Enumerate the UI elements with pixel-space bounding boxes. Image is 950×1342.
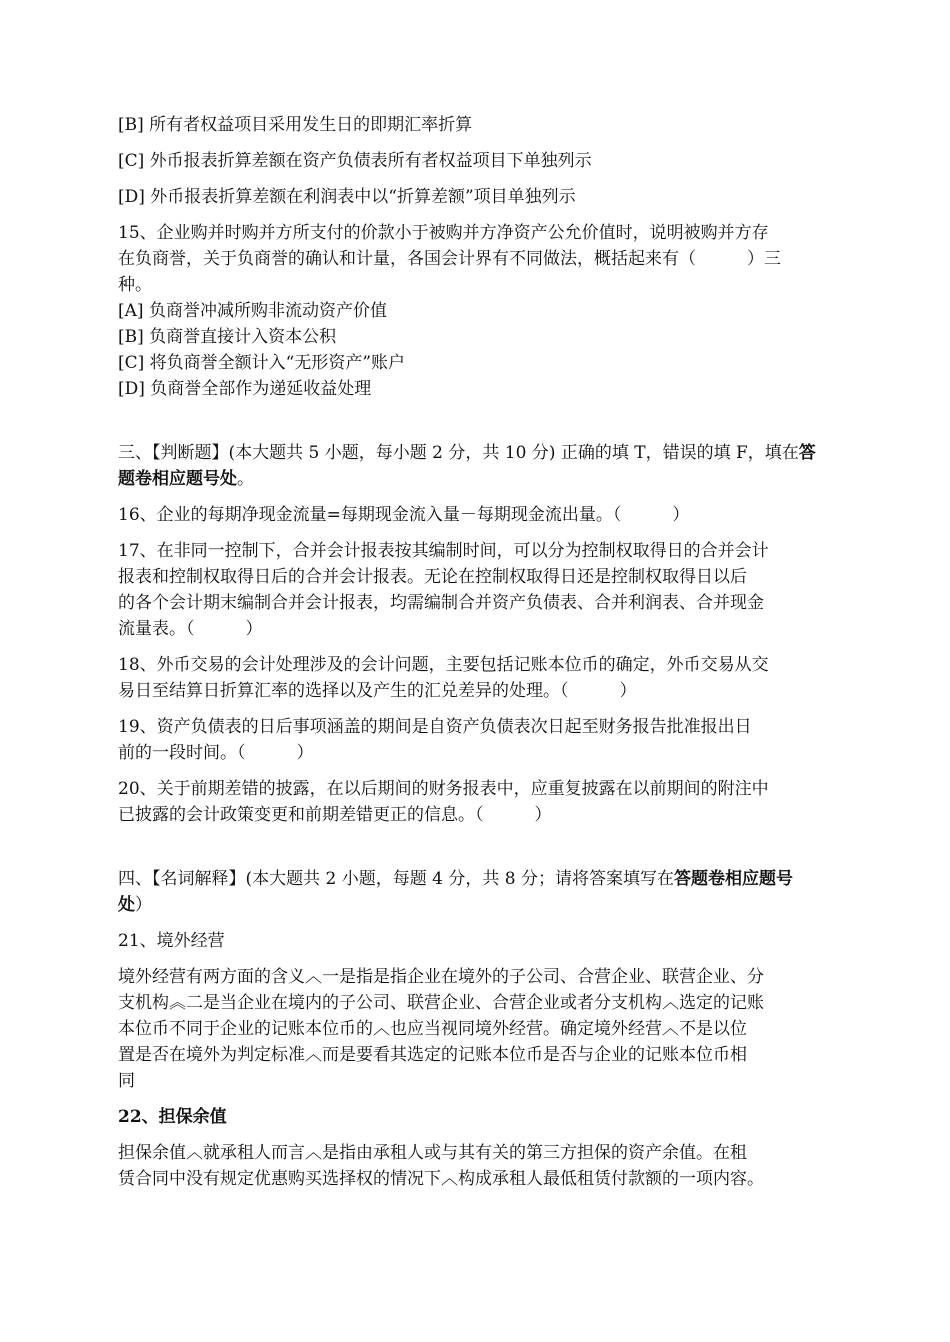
q20-line-2: 已披露的会计政策变更和前期差错更正的信息。（ ） <box>118 805 552 825</box>
section3-heading-line2-bold: 题卷相应题号处 <box>118 469 237 489</box>
section4-heading-line-1 <box>118 866 840 892</box>
q21-answer-line-5: 同 <box>118 1071 135 1091</box>
section3-heading-line-1 <box>118 440 840 466</box>
q15-option-a: [A] 负商誉冲减所购非流动资产价值 <box>118 301 387 321</box>
q15-option-b: [B] 负商誉直接计入资本公积 <box>118 327 337 347</box>
q14-option-d: [D] 外币报表折算差额在利润表中以“折算差额”项目单独列示 <box>118 187 576 207</box>
q17-line-3: 的各个会计期末编制合并会计报表，均需编制合并资产负债表、合并利润表、合并现金 <box>118 593 764 613</box>
q22-title: 22、担保余值 <box>118 1107 227 1127</box>
q17-line-2: 报表和控制权取得日后的合并会计报表。无论在控制权取得日还是控制权取得日以后 <box>118 567 747 587</box>
q22-answer-line-2: 赁合同中没有规定优惠购买选择权的情况下︿构成承租人最低租赁付款额的一项内容。 <box>118 1169 764 1189</box>
q20-line-1: 20、关于前期差错的披露，在以后期间的财务报表中，应重复披露在以前期间的附注中 <box>118 779 769 799</box>
q15-option-d: [D] 负商誉全部作为递延收益处理 <box>118 379 372 399</box>
q22-answer-line-1: 担保余值︿就承租人而言︿是指由承租人或与其有关的第三方担保的资产余值。在租 <box>118 1143 747 1163</box>
section3-heading-bold: 答 <box>798 443 816 463</box>
q21-title: 21、境外经营 <box>118 931 225 951</box>
q14-option-c: [C] 外币报表折算差额在资产负债表所有者权益项目下单独列示 <box>118 151 592 171</box>
section3-heading-text: 三、【判断题】(本大题共 5 小题，每小题 2 分，共 10 分) 正确的填 T，错误的填 F，填在 <box>118 443 799 463</box>
q14-option-b: [B] 所有者权益项目采用发生日的即期汇率折算 <box>118 115 473 135</box>
q17-line-1: 17、在非同一控制下，合并会计报表按其编制时间，可以分为控制权取得日的合并会计 <box>118 541 769 561</box>
section4-heading-line2-bold: 处 <box>118 895 135 915</box>
document-page <box>118 112 840 1192</box>
q17-line-4: 流量表。（ ） <box>118 619 263 639</box>
q21-answer-line-1: 境外经营有两方面的含义︿一是指是指企业在境外的子公司、合营企业、联营企业、分 <box>118 967 764 987</box>
q19-line-1: 19、资产负债表的日后事项涵盖的期间是自资产负债表次日起至财务报告批准报出日 <box>118 717 752 737</box>
q16-text: 16、企业的每期净现金流量=每期现金流入量－每期现金流出量。（ ） <box>118 505 690 525</box>
section4-heading-line-2 <box>118 892 840 918</box>
section3-heading-line-2 <box>118 466 840 492</box>
q21-answer-line-3: 本位币不同于企业的记账本位币的︿也应当视同境外经营。确定境外经营︿不是以位 <box>118 1019 747 1039</box>
q18-line-2: 易日至结算日折算汇率的选择以及产生的汇兑差异的处理。（ ） <box>118 681 637 701</box>
section4-heading-line2-end: ） <box>135 895 152 915</box>
q21-answer-line-2: 支机构︽二是当企业在境内的子公司、联营企业、合营企业或者分支机构︿选定的记账 <box>118 993 764 1013</box>
q21-answer-line-4: 置是否在境外为判定标准︿而是要看其选定的记账本位币是否与企业的记账本位币相 <box>118 1045 747 1065</box>
q18-line-1: 18、外币交易的会计处理涉及的会计问题，主要包括记账本位币的确定，外币交易从交 <box>118 655 769 675</box>
q15-text-line-3: 种。 <box>118 275 152 295</box>
q15-text-line-1: 15、企业购并时购并方所支付的价款小于被购并方净资产公允价值时，说明被购并方存 <box>118 223 769 243</box>
section3-heading-line2-end: 。 <box>237 469 254 489</box>
section4-heading-text: 四、【名词解释】(本大题共 2 小题，每题 4 分，共 8 分；请将答案填写在 <box>118 869 675 889</box>
q15-option-c: [C] 将负商誉全额计入“无形资产”账户 <box>118 353 406 373</box>
q19-line-2: 前的一段时间。（ ） <box>118 743 314 763</box>
q15-text-line-2: 在负商誉，关于负商誉的确认和计量，各国会计界有不同做法，概括起来有（ ）三 <box>118 249 781 269</box>
section4-heading-bold: 答题卷相应题号 <box>674 869 794 889</box>
